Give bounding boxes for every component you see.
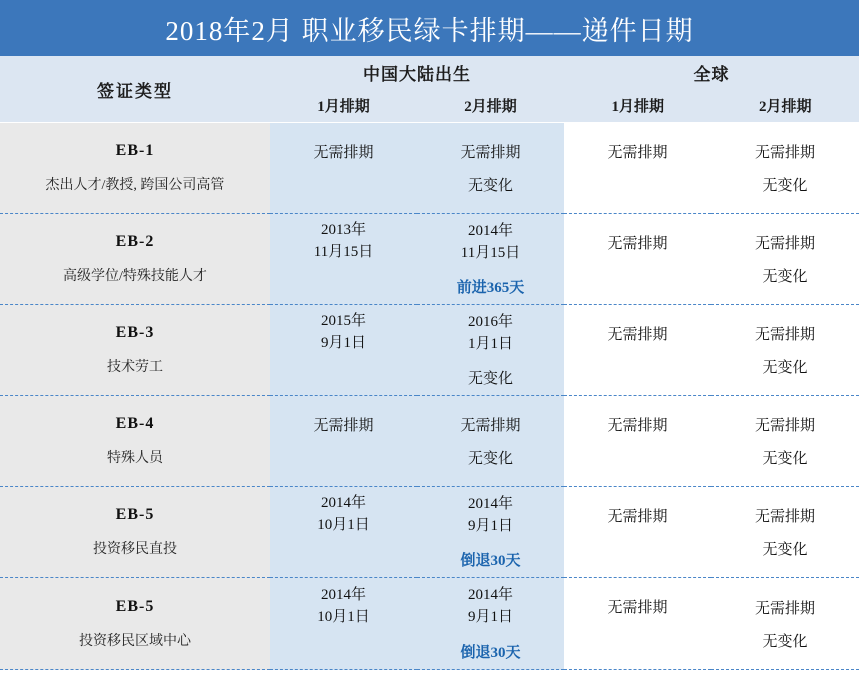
table-row — [0, 305, 859, 396]
china-change-note: 无变化 — [467, 371, 513, 388]
column-header-world-jan: 1月排期 — [611, 98, 664, 115]
china-feb-value: 2014年 9月1日 — [467, 587, 513, 625]
china-jan-value: 2015年 9月1日 — [320, 313, 366, 351]
visa-category-cell — [0, 487, 270, 578]
table-row — [0, 396, 859, 487]
column-group-china-label: 中国大陆出生 — [363, 64, 471, 84]
column-group-worldwide-label: 全球 — [693, 64, 730, 84]
world-jan-value: 无需排期 — [607, 235, 668, 252]
visa-category-description: 杰出人才/教授, 跨国公司高管 — [45, 178, 225, 193]
world-jan-value-cell — [564, 396, 711, 487]
visa-category-cell — [0, 305, 270, 396]
world-change-note: 无变化 — [762, 178, 808, 194]
visa-category-code: EB-5 — [115, 506, 155, 523]
china-change-note: 无变化 — [467, 451, 513, 467]
table-header — [0, 56, 859, 123]
world-feb-value-cell — [711, 214, 859, 305]
column-header-world-feb: 2月排期 — [758, 98, 812, 115]
china-jan-value: 2014年 10月1日 — [317, 586, 370, 625]
world-feb-value: 无需排期 — [754, 327, 815, 343]
china-feb-value: 无需排期 — [460, 418, 521, 434]
china-feb-value: 2014年 11月15日 — [460, 222, 521, 261]
china-jan-value-cell — [270, 578, 417, 670]
column-group-worldwide — [564, 56, 859, 122]
visa-category-cell — [0, 214, 270, 305]
world-feb-value-cell — [711, 123, 859, 214]
visa-category-description: 投资移民区域中心 — [79, 633, 191, 649]
visa-category-code: EB-2 — [115, 233, 155, 250]
world-feb-value-cell — [711, 305, 859, 396]
table-row — [0, 578, 859, 670]
visa-category-description: 高级学位/特殊技能人才 — [63, 269, 207, 284]
china-feb-value-cell — [417, 214, 564, 305]
china-feb-value-cell — [417, 487, 564, 578]
china-change-note: 无变化 — [467, 178, 513, 194]
china-feb-value-cell — [417, 578, 564, 670]
world-jan-value: 无需排期 — [607, 600, 668, 616]
visa-category-code: EB-5 — [115, 597, 155, 615]
china-jan-value-cell — [270, 305, 417, 396]
table-row — [0, 487, 859, 578]
page-title: 2018年2月 职业移民绿卡排期——递件日期 — [165, 15, 694, 46]
title-bar — [0, 0, 859, 56]
china-jan-value-cell — [270, 487, 417, 578]
visa-category-description: 技术劳工 — [107, 360, 163, 375]
china-change-note: 前进365天 — [456, 280, 525, 297]
world-feb-value: 无需排期 — [754, 600, 815, 617]
china-feb-value: 无需排期 — [460, 145, 521, 161]
world-change-note: 无变化 — [762, 542, 808, 558]
china-feb-value: 2016年 1月1日 — [467, 313, 513, 352]
column-header-visa-type: 签证类型 — [97, 81, 173, 101]
table-row — [0, 123, 859, 214]
world-jan-value-cell — [564, 487, 711, 578]
world-jan-value-cell — [564, 214, 711, 305]
china-jan-value-cell — [270, 214, 417, 305]
china-jan-value-cell — [270, 123, 417, 214]
table-body — [0, 123, 859, 670]
china-jan-value-cell — [270, 396, 417, 487]
china-jan-value: 无需排期 — [313, 144, 374, 161]
world-change-note: 无变化 — [762, 451, 808, 467]
visa-category-cell — [0, 396, 270, 487]
china-feb-value: 2014年 9月1日 — [467, 495, 513, 534]
world-feb-value-cell — [711, 578, 859, 670]
china-jan-value: 无需排期 — [313, 417, 374, 434]
visa-category-description: 投资移民直投 — [93, 542, 177, 557]
china-feb-value-cell — [417, 123, 564, 214]
world-feb-value-cell — [711, 487, 859, 578]
visa-category-code: EB-1 — [115, 142, 155, 159]
world-feb-value-cell — [711, 396, 859, 487]
visa-category-cell — [0, 123, 270, 214]
world-jan-value: 无需排期 — [607, 417, 668, 434]
china-feb-value-cell — [417, 396, 564, 487]
column-group-china — [270, 56, 564, 122]
world-change-note: 无变化 — [762, 269, 808, 285]
world-jan-value: 无需排期 — [607, 144, 668, 161]
column-header-china-feb: 2月排期 — [464, 98, 517, 115]
china-jan-value: 2013年 11月15日 — [313, 222, 374, 260]
china-jan-value: 2014年 10月1日 — [317, 495, 370, 533]
visa-category-cell — [0, 578, 270, 670]
visa-category-code: EB-4 — [115, 415, 155, 432]
world-jan-value: 无需排期 — [607, 326, 668, 343]
world-feb-value: 无需排期 — [754, 236, 815, 252]
china-change-note: 倒退30天 — [460, 553, 521, 570]
china-change-note: 倒退30天 — [460, 644, 521, 661]
world-feb-value: 无需排期 — [754, 418, 815, 434]
column-header-china-jan: 1月排期 — [317, 98, 370, 115]
world-jan-value: 无需排期 — [607, 508, 668, 525]
visa-category-description: 特殊人员 — [107, 451, 163, 466]
china-feb-value-cell — [417, 305, 564, 396]
world-jan-value-cell — [564, 123, 711, 214]
world-jan-value-cell — [564, 305, 711, 396]
world-change-note: 无变化 — [762, 360, 808, 376]
world-jan-value-cell — [564, 578, 711, 670]
table-row — [0, 214, 859, 305]
world-feb-value: 无需排期 — [754, 145, 815, 161]
world-change-note: 无变化 — [762, 633, 808, 650]
world-feb-value: 无需排期 — [754, 509, 815, 525]
visa-category-code: EB-3 — [115, 324, 155, 341]
